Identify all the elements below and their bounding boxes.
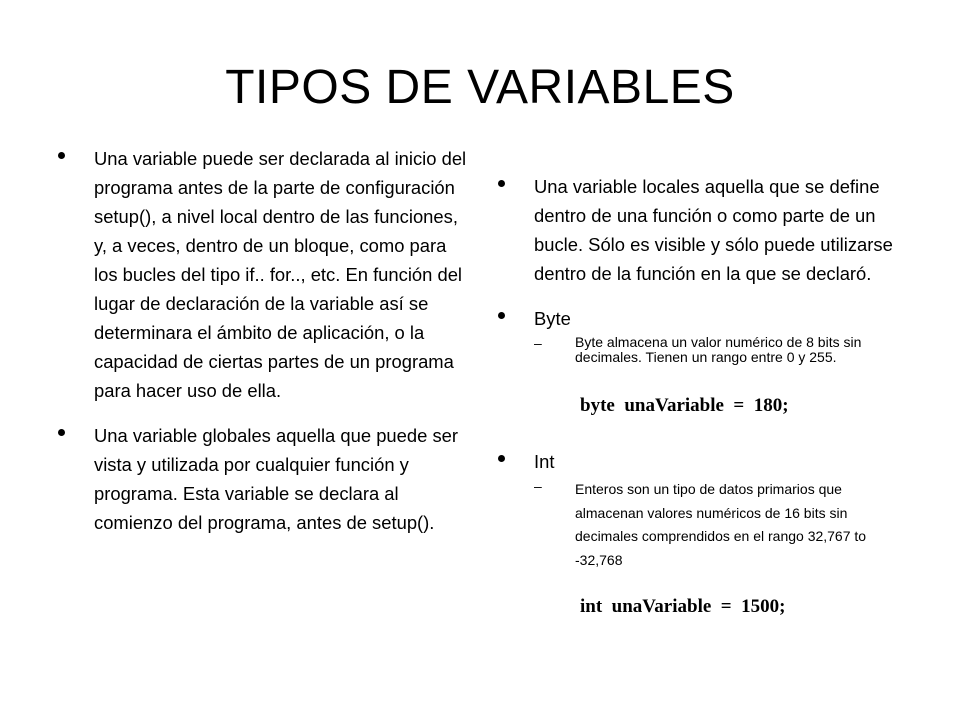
bullet-item-local-variable xyxy=(498,172,908,288)
bullet-dot-icon xyxy=(58,429,65,436)
bullet-text: Una variable puede ser declarada al inicio del programa antes de la parte de configuración setup(), a nivel local dentro de las funciones, y, a veces, dentro de un bloque, como para los bucles del tipo if.. for.., etc. En función del lugar de declaración de la variable así se determinara el ámbito de aplicación, o la capacidad de ciertas partes de un programa para hacer uso de ella. xyxy=(94,148,467,401)
int-label: Int xyxy=(534,451,555,472)
bullet-item-declaration xyxy=(58,144,468,405)
bullet-item-global-variable xyxy=(58,421,468,537)
byte-code-example: byte unaVariable = 180; xyxy=(580,395,789,416)
int-description: Enteros son un tipo de datos primarios que almacenan valores numéricos de 16 bits sin decimales comprendidos en el rango 32,767 to -32,768 xyxy=(575,481,867,568)
bullet-text: Una variable globales aquella que puede ser vista y utilizada por cualquier función y programa. Esta variable se declara al comienzo del programa, antes de setup(). xyxy=(94,425,458,533)
left-column xyxy=(58,144,468,553)
dash-bullet-icon: – xyxy=(534,478,542,494)
byte-label: Byte xyxy=(534,308,571,329)
bullet-dot-icon xyxy=(498,180,505,187)
int-sub-item xyxy=(534,478,908,572)
dash-bullet-icon: – xyxy=(534,335,542,351)
byte-sub-item xyxy=(534,335,908,365)
bullet-dot-icon xyxy=(58,152,65,159)
bullet-dot-icon xyxy=(498,455,505,462)
byte-description: Byte almacena un valor numérico de 8 bits sin decimales. Tienen un rango entre 0 y 255. xyxy=(575,334,862,365)
right-column xyxy=(498,172,908,618)
bullet-dot-icon xyxy=(498,312,505,319)
slide-title: TIPOS DE VARIABLES xyxy=(225,61,735,114)
right-bullet-list-int xyxy=(498,447,908,572)
left-bullet-list xyxy=(58,144,468,537)
right-bullet-list xyxy=(498,172,908,365)
bullet-item-byte xyxy=(498,304,908,365)
int-code-example: int unaVariable = 1500; xyxy=(580,596,786,617)
bullet-text: Una variable locales aquella que se define dentro de una función o como parte de un bucle. Sólo es visible y sólo puede utilizarse dentro de la función en la que se declaró. xyxy=(534,176,893,284)
bullet-item-int xyxy=(498,447,908,572)
